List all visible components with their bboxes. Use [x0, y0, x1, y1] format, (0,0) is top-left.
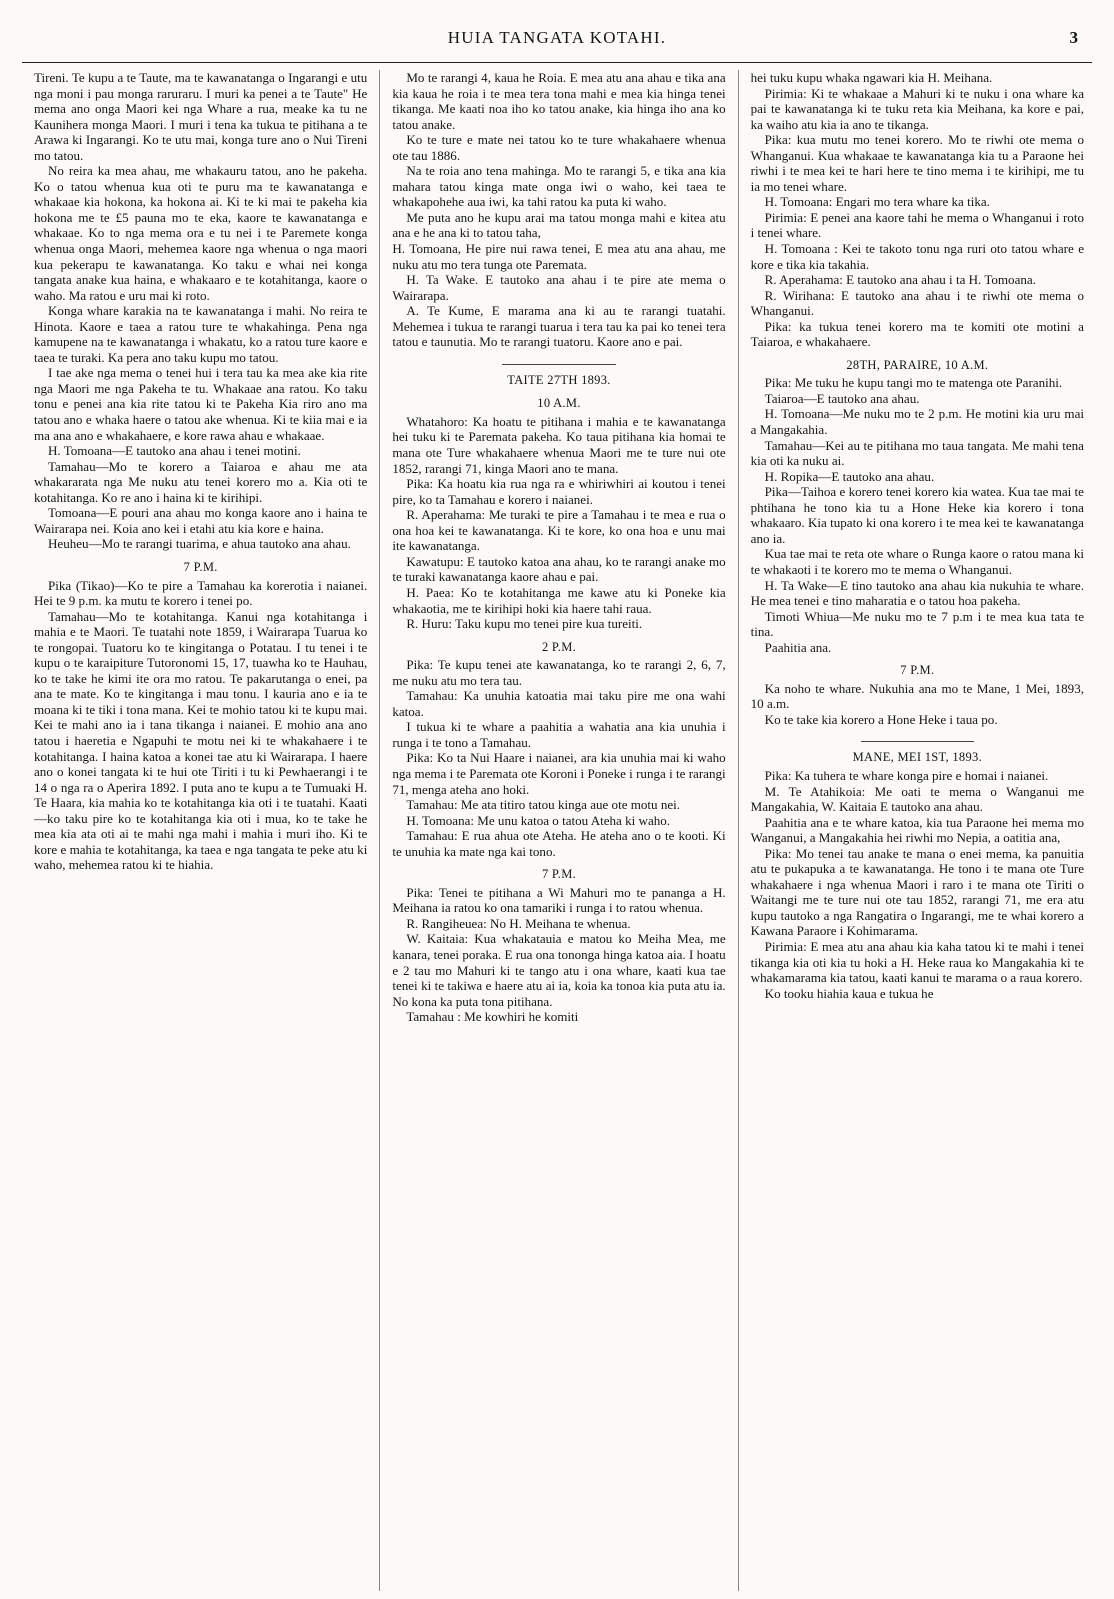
paragraph: Tamahau : Me kowhiri he komiti: [406, 1009, 579, 1025]
paragraph: hei tuku kupu whaka ngawari kia H. Meihana.: [750, 70, 993, 85]
paragraph: H. Tomoana : Kei te takoto tonu nga ruri oto tatou whare e kore e tika kia takahia.: [750, 241, 1084, 272]
paragraph: Whatahoro: Ka hoatu te pitihana i mahia e te kawanatanga hei tuku ki te Paremata pakeha. Ko taua pitihana kia homai te mana ote Ture whakahaere whenua Maori me te ture nui ote 1852, rarangi 71, kinga Maori ano te mana.: [392, 413, 726, 476]
section-heading: 28TH, PARAIRE, 10 A.M.: [846, 357, 989, 372]
paragraph: W. Kaitaia: Kua whakatauia e matou ko Meiha Mea, me kanara, tenei poraka. E rua ona tononga hinga katoa aia. I hoatu e 2 tau mo Mahuri ki te tango atu i ona whare, kaati kua tae tenei ki te takiwa e haere atu ai ia, koia ka tonoa kia puta atu ia. No kona ka puta tona pitihana.: [392, 931, 726, 1009]
section-divider: [861, 741, 974, 742]
column-2: [379, 70, 737, 1591]
paragraph: Tamahau: Ka unuhia katoatia mai taku pire me ona wahi katoa.: [392, 688, 726, 719]
section-heading: 2 P.M.: [541, 639, 577, 654]
paragraph: Tamahau: Me ata titiro tatou kinga aue ote motu nei.: [406, 797, 681, 813]
paragraph: Tamahau—Kei au te pitihana mo taua tangata. Me mahi tena kia oti ka nuku ai.: [750, 437, 1084, 469]
paragraph: Pirimia: E penei ana kaore tahi he mema o Whanganui i roto i tenei whare.: [750, 209, 1084, 241]
paragraph: R. Huru: Taku kupu mo tenei pire kua tureiti.: [406, 616, 643, 632]
column-1: [22, 70, 379, 1591]
paragraph: Ko te ture e mate nei tatou ko te ture whakahaere whenua ote tau 1886.: [392, 132, 726, 163]
paragraph: Pika: kua mutu mo tenei korero. Mo te riwhi ote mema o Whanganui. Kua whakaae te kawanatanga kia tu a Paraone hei riwhi i te mea kei te hari here te tino mema i te kirihipi, me tu ia mo tenei whare.: [750, 132, 1084, 194]
paragraph: Kua tae mai te reta ote whare o Runga kaore o ratou mana ki te whakaoti i te korero mo te mema o Whanganui.: [750, 546, 1084, 577]
article-columns: [22, 70, 1096, 1591]
paragraph: Heuheu—Mo te rarangi tuarima, e ahua tautoko ana ahau.: [48, 536, 351, 552]
paragraph: Pika: Me tuku he kupu tangi mo te matenga ote Paranihi.: [764, 375, 1063, 391]
paragraph: H. Tomoana—E tautoko ana ahau i tenei motini.: [48, 443, 301, 459]
paragraph: R. Wirihana: E tautoko ana ahau i te riwhi ote mema o Whanganui.: [750, 287, 1084, 319]
paragraph: H. Ta Wake. E tautoko ana ahau i te pire ate mema o Wairarapa.: [392, 272, 726, 303]
paragraph: H. Paea: Ko te kotahitanga me kawe atu ki Poneke kia whakaotia, me te kirihipi hoki kia haere tahi raua.: [392, 584, 726, 616]
paragraph: R. Aperahama: E tautoko ana ahau i ta H. Tomoana.: [764, 272, 1036, 288]
paragraph: Ko te take kia korero a Hone Heke i taua po.: [764, 711, 998, 727]
paragraph: Pirimia: Ki te whakaae a Mahuri ki te nuku i ona whare ka pai te kawanatanga ki te tuku reta kia Meihana, ka kore e pai, ka waiho atu kia ia ano te tikanga.: [750, 85, 1084, 132]
paragraph: Me puta ano he kupu arai ma tatou monga mahi e kitea atu ana e he ana ki to tatou taha,: [392, 209, 726, 241]
paragraph: A. Te Kume, E marama ana ki au te rarangi tuatahi. Mehemea i tukua te rarangi tuarua i tera tau ka pai ko tenei tera tatou e taunutia. Mo te rarangi tuatoru. Kaore ano e pai.: [392, 303, 726, 350]
section-heading: TAITE 27TH 1893.: [507, 372, 611, 387]
paragraph: Kawatupu: E tautoko katoa ana ahau, ko te rarangi anake mo te turaki kawanatanga kaore ahau e pai.: [392, 553, 726, 585]
paragraph: Pika: Ka hoatu kia rua nga ra e whiriwhiri ai koutou i tenei pire, ko ta Tamahau e korero i naianei.: [392, 476, 726, 507]
paragraph: H. Ta Wake—E tino tautoko ana ahau kia nukuhia te whare. He mea tenei e tino maharatia e o tatou hoa pakeha.: [750, 577, 1084, 609]
paragraph: Pika (Tikao)—Ko te pire a Tamahau ka korerotia i naianei. Hei te 9 p.m. ka mutu te korero i tenei po.: [34, 577, 368, 609]
paragraph: Pika: ka tukua tenei korero ma te komiti ote motini a Taiaroa, e whakahaere.: [750, 318, 1084, 350]
paragraph: H. Tomoana: Me unu katoa o tatou Ateha ki waho.: [406, 812, 671, 828]
page-header: [22, 24, 1092, 52]
header-rule: [22, 62, 1092, 63]
page-number: 3: [1069, 28, 1078, 47]
paragraph: H. Tomoana: Engari mo tera whare ka tika.: [764, 194, 990, 210]
paragraph: Pika: Ka tuhera te whare konga pire e homai i naianei.: [764, 767, 1049, 783]
paragraph: Pika: Tenei te pitihana a Wi Mahuri mo te pananga a H. Meihana ia ratou ko ona tamariki i runga i to ratou whenua.: [392, 884, 726, 916]
paragraph: R. Rangiheuea: No H. Meihana te whenua.: [406, 915, 631, 931]
paragraph: Timoti Whiua—Me nuku mo te 7 p.m i te mea kua tata te tina.: [750, 608, 1084, 640]
paragraph: H. Tomoana, He pire nui rawa tenei, E mea atu ana ahau, me nuku atu mo tera tunga ote Paremata.: [392, 241, 726, 272]
paragraph: Pika: Ko ta Nui Haare i naianei, ara kia unuhia mai ki waho nga mema i te Paremata ote Koroni i Poneke i runga i te rarangi 71, menga ateha ano hoki.: [392, 750, 726, 797]
paragraph: Tamahau—Mo te kotahitanga. Kanui nga kotahitanga i mahia e te Maori. Te tuatahi note 1859, i Wairarapa Tuarua ko te rongopai. Tuatoru ko te kingitanga o Potatau. I tu tenei i te kupu o te karaipiture Tutoronomi 15, 17, tuawha ko te Hauhau, ko te take he kimi ite ora mo ratou. Te pakarutanga o enei, pa ana te mate. Ko te kingitanga i mau tonu. I kauria ano e ia te moana ki te tiki i tona mana. Kei te mohio tatou ki te kupu mai. Kei te mahi ano ia i tana tikanga i naianei. E mohio ana ano tatou i haeretia e Ngapuhi te motu nei ki te whakahaere i te kotahitanga. I haina katoa a konei tae atu ki Wairarapa. I haere ano o konei tangata ki te hui ote Tiriti i tu ki Pewhaerangi i te 14 o nga ra o Aperira 1892. I puta ano te kupu a te Tumuaki H. Te Haara, kia mahia ko te kotahitanga kia oti i te tuatahi. Kaati—ko taku pire ko te kotahitanga kia oti i mua, ko te take he mea kia ata oti ai te mahi nga mahi i mahia i muri iho. Ki te kore e mahia te kotahitanga, ka taea e nga tangata te peke atu ki waho, mehemea ratou ki te hiahia.: [34, 608, 368, 873]
paragraph: Pirimia: E mea atu ana ahau kia kaha tatou ki te mahi i tenei tikanga kia oti kia tu hoki a H. Heke raua ko Mangakahia ki te whakamarama kia tatou, kaati kanui te marama o a raua korero.: [750, 938, 1084, 986]
section-divider: [502, 364, 615, 365]
paragraph: Tireni. Te kupu a te Taute, ma te kawanatanga o Ingarangi e utu nga moni i pau monga raruraru. I muri ka penei a te Taute" He mema ano onga Maori kei nga Whare a rua, meake ka tu ne Kaunihera monga Maori. I muri i tena ka tukua te pitihana a te Arawa ki Ingarangi. Ko te utu mai, konga ture ano o Nui Tireni mo tatou.: [34, 70, 368, 163]
paragraph: Konga whare karakia na te kawanatanga i mahi. No reira te Hinota. Kaore e taea a ratou ture te whakahinga. Pena nga kamupene na te kawanatanga i whakatu, ko a ratou ture kaore e taea te turaki. Ka pera ano taku kupu mo tatou.: [34, 303, 368, 365]
paragraph: I tukua ki te whare a paahitia a wahatia ana kia unuhia i runga i te tono a Tamahau.: [392, 719, 726, 750]
section-heading: 7 P.M.: [900, 663, 935, 678]
paragraph: No reira ka mea ahau, me whakauru tatou, ano he pakeha. Ko o tatou whenua kua oti te puru ma te kawanatanga e whakaae kia hokona, ka hokona ai. Ki te ki mai te pakeha kia hokona me te £5 pauna mo te eka, kaore te kawanatanga e whakaae. Ko to nga mema ora e tu nei i te Paremete konga whenua onga Maori, mehemea kaore nga whenua o nga maori kua pekerapu te kawanatanga. Ko taku e whai nei konga tangata anake kua haina, e whakaaro e te kotahitanga, kaore o waho. Ma ratou e uru mai ki roto.: [34, 163, 368, 303]
paragraph: Tamahau: E rua ahua ote Ateha. He ateha ano o te kooti. Ki te unuhia ka mate nga kai tono.: [392, 828, 726, 859]
paragraph: Ka noho te whare. Nukuhia ana mo te Mane, 1 Mei, 1893, 10 a.m.: [750, 680, 1084, 712]
paragraph: H. Tomoana—Me nuku mo te 2 p.m. He motini kia uru mai a Mangakahia.: [750, 406, 1084, 438]
section-heading: 10 A.M.: [537, 396, 581, 411]
paragraph: Paahitia ana e te whare katoa, kia tua Paraone hei mema mo Wanganui, a Mangakahia hei riwhi mo Nepia, a oatitia ana,: [750, 814, 1084, 846]
paragraph: Paahitia ana.: [764, 639, 832, 655]
paragraph: H. Ropika—E tautoko ana ahau.: [764, 468, 935, 484]
section-heading: MANE, MEI 1ST, 1893.: [852, 750, 983, 765]
paragraph: R. Aperahama: Me turaki te pire a Tamahau i te mea e rua o ona hoa kei te kawanatanga. Ki te kore, ko ona hoa e unu mai ite kawanatanga.: [392, 507, 726, 554]
section-heading: 7 P.M.: [541, 867, 577, 882]
column-3: [738, 70, 1096, 1591]
paragraph: Tamahau—Mo te korero a Taiaroa e ahau me ata whakararata nga Me nuku atu tenei korero mo a. Kia oti te kotahitanga. Ko re ano i haina ki te kirihipi.: [34, 458, 368, 505]
paragraph: Mo te rarangi 4, kaua he Roia. E mea atu ana ahau e tika ana kia kaua he roia i te mea tera tona mahi e mea kia hinga tenei tikanga. Me kaati noa iho ko tatou anake, kia hinga iho ana ko tatou anake.: [392, 70, 726, 132]
section-heading: 7 P.M.: [183, 559, 218, 574]
paragraph: Ko tooku hiahia kaua e tukua he: [764, 985, 934, 1001]
paragraph: Tomoana—E pouri ana ahau mo konga kaore ano i haina te Wairarapa nei. Koia ano kei i etahi atu kia kore e haina.: [34, 505, 368, 536]
paragraph: Pika: Mo tenei tau anake te mana o enei mema, ka panuitia atu te pukapuka a te kawanatanga. He tono i te mana ote Ture whakahaere i nga whenua Maori i raro i te mana ote Tiriti o Waitangi me te ture nui ote tau 1852, rarangi 71, me era atu kupu tautoko a nga Rangatira o Ingarangi, me te whai korero a Kawana Paraore i Kohimarama.: [750, 845, 1084, 939]
paragraph: Pika: Te kupu tenei ate kawanatanga, ko te rarangi 2, 6, 7, me nuku atu mo tera tau.: [392, 657, 726, 688]
paragraph: M. Te Atahikoia: Me oati te mema o Wanganui me Mangakahia, W. Kaitaia E tautoko ana ahau.: [750, 783, 1084, 815]
paragraph: I tae ake nga mema o tenei hui i tera tau ka mea ake kia rite nga Maori me nga Pakeha te tu. Whakaae ana ratou. Ko taku tonu e penei ana kia rite tatou ki te Pakeha Kia riro ano ma tatou ano e whaka haere o tatou ake whenua. Ki te kiia mai e ia ma ana ano e whakahaere, e kore rawa ahau e whakaae.: [34, 365, 368, 443]
paragraph: Taiaroa—E tautoko ana ahau.: [764, 390, 920, 406]
paragraph: Na te roia ano tena mahinga. Mo te rarangi 5, e tika ana kia mahara tatou kinga mate onga iwi o waho, kei taea te whakapohehe aua iwi, ka tahi ratou ka puta ki waho.: [392, 163, 726, 210]
paragraph: Pika—Taihoa e korero tenei korero kia watea. Kua tae mai te phtihana he tono kia tu a Hone Heke kia korero i tona whakaaro. Kia tupato ki ona korero i te mea kei te kawanatanga ano ia.: [750, 484, 1084, 546]
page-title: HUIA TANGATA KOTAHI.: [447, 28, 667, 47]
